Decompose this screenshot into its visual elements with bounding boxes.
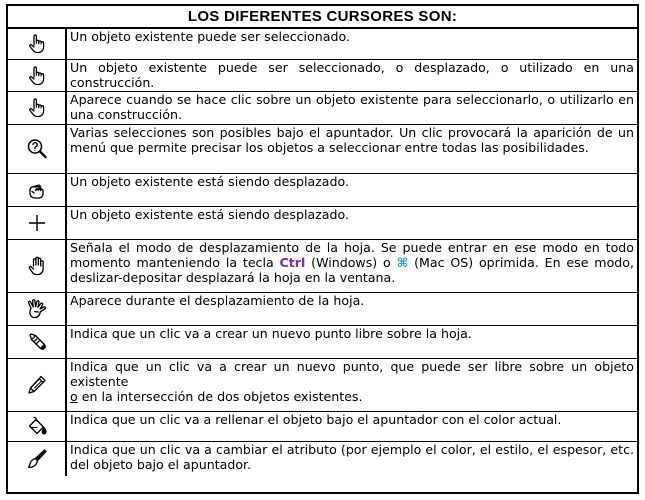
table-row (8, 125, 637, 174)
table-row (8, 207, 637, 240)
row-description: Indica que un clic va a crear un nuevo punto, que puede ser libre sobre un objeto existente o en la intersección de dos objetos existentes. (70, 359, 634, 404)
table-row (8, 359, 637, 412)
table-row (8, 60, 637, 92)
pointing-hand-icon (25, 96, 49, 120)
row-description: Indica que un clic va a cambiar el atributo (por ejemplo el color, el estilo, el espesor, etc. del objeto bajo el apuntador. (70, 442, 634, 472)
row-description: Un objeto existente está siendo desplazado. (70, 207, 349, 222)
row-description: Señala el modo de desplazamiento de la hoja. Se puede entrar en ese modo en todo momento manteniendo la tecla Ctrl (Windows) o ⌘ (Mac OS) oprimida. En ese modo, deslizar-depositar desplazará la hoja en la ventana. (70, 240, 634, 285)
row-description: Un objeto existente puede ser seleccionado. (70, 29, 350, 44)
table-row (8, 29, 637, 60)
spread-hand-icon (25, 297, 49, 321)
table-row (8, 174, 637, 207)
table-row (8, 293, 637, 326)
paint-bucket-icon (25, 415, 49, 439)
row-description: Varias selecciones son posibles bajo el apuntador. Un clic provocará la aparición de un menú que permite precisar los objetos a seleccionar entre todas las posibilidades. (70, 125, 634, 155)
row-description: Aparece cuando se hace clic sobre un objeto existente para seleccionarlo, o utilizarlo en una construcción. (70, 92, 634, 122)
crosshair-icon (25, 211, 49, 235)
table-row (8, 326, 637, 359)
row-description: Un objeto existente puede ser seleccionado, o desplazado, o utilizado en una construcción. (70, 60, 634, 90)
table-row (8, 240, 637, 293)
row-description: Un objeto existente está siendo desplazado. (70, 174, 349, 189)
row-description: Indica que un clic va a rellenar el objeto bajo el apuntador con el color actual. (70, 412, 562, 427)
row-description: Aparece durante el desplazamiento de la hoja. (70, 293, 365, 308)
table-title: LOS DIFERENTES CURSORES SON: (8, 6, 637, 29)
ctrl-key-label: Ctrl (279, 255, 306, 270)
table-row (8, 442, 637, 476)
pencil-point-icon (25, 330, 49, 354)
pencil-icon (25, 373, 49, 397)
command-key-icon: ⌘ (396, 255, 409, 270)
cursor-table (6, 4, 639, 494)
table-row (8, 92, 637, 125)
table-row (8, 412, 637, 442)
grabbing-hand-icon (25, 178, 49, 202)
magnifier-question-icon (25, 137, 49, 161)
paintbrush-icon (25, 447, 49, 471)
pointing-hand-icon (25, 64, 49, 88)
open-hand-icon (25, 254, 49, 278)
pointing-hand-icon (25, 32, 49, 56)
row-description: Indica que un clic va a crear un nuevo punto libre sobre la hoja. (70, 326, 472, 341)
